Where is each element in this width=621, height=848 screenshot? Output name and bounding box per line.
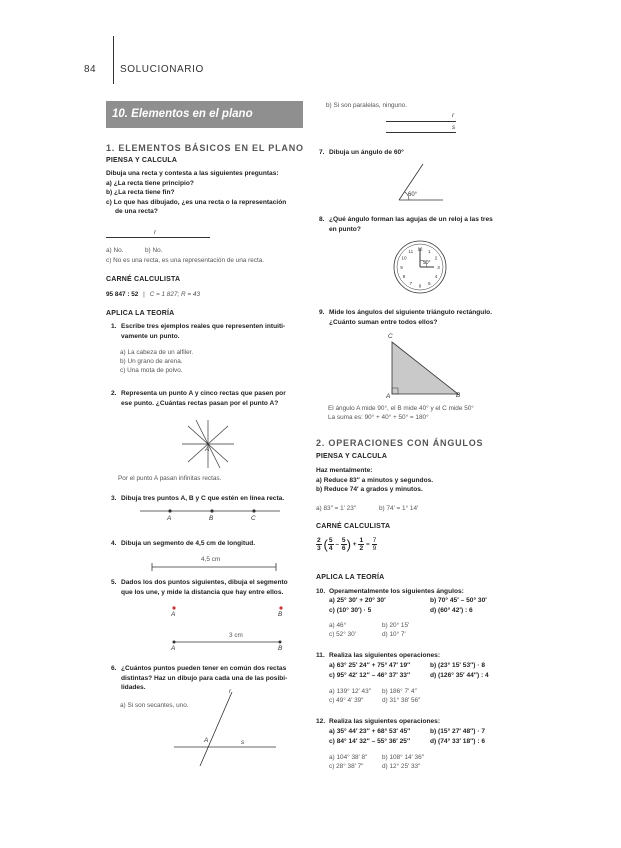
q5-point-a: [172, 606, 175, 609]
parallel-label-s: s: [452, 124, 456, 131]
point-c: [252, 509, 255, 512]
angle-60-figure: [395, 162, 445, 202]
carne-line: 95 847 : 52 | C = 1 827; R = 43: [106, 291, 201, 298]
q6-answer: a) Si son secantes, uno.: [120, 702, 189, 709]
clock-number: 7: [409, 280, 413, 286]
parallel-line-r: [386, 121, 456, 122]
part1-heading: 1. ELEMENTOS BÁSICOS EN EL PLANO: [106, 143, 304, 153]
header-title: SOLUCIONARIO: [120, 64, 204, 75]
q11-items-left: a) 63° 25′ 24″ + 75° 47′ 19″ c) 95° 42′ 12″ – 46° 37′ 33″: [329, 662, 411, 679]
q3-label-b: B: [209, 515, 214, 522]
carne-heading-2: CARNÉ CALCULISTA: [316, 523, 391, 530]
q9-answer: El ángulo A mide 90°, el B mide 40° y el C mide 50° La suma es: 90° + 40° + 50° = 180°: [328, 405, 474, 422]
clock-number: 12: [417, 246, 423, 252]
mental-answer-b: b) 74′ = 1° 14′: [379, 505, 419, 512]
clock-number: 9: [400, 264, 403, 270]
q11-items-right: b) (23° 15′ 53″) · 8 d) (126° 35′ 44″) : 4: [430, 662, 489, 679]
mental-prompt: Haz mentalmente: a) Reduce 83″ a minutos y segundos. b) Reduce 74′ a grados y minutos.: [316, 467, 434, 494]
answer-ab-b: b) No.: [145, 247, 163, 254]
piensa-heading: PIENSA Y CALCULA: [106, 157, 178, 164]
point-b: [210, 509, 213, 512]
section-banner: [106, 101, 303, 128]
aplica-heading-2: APLICA LA TEORÍA: [316, 574, 385, 581]
part2-heading: 2. OPERACIONES CON ÁNGULOS: [316, 438, 484, 448]
parallel-answer: b) Si son paralelas, ninguno.: [326, 102, 408, 109]
q10-answers-left: a) 46° c) 52° 30′: [329, 622, 356, 639]
page-number: 84: [84, 64, 97, 75]
answer-ab-a: a) No.: [106, 247, 124, 254]
q10-items: a) 25° 30′ + 20° 30′ c) (10° 30′) · 5: [329, 597, 386, 614]
secant-lines-figure: [172, 690, 282, 770]
part1-prompt: Dibuja una recta y contesta a las siguientes preguntas: a) ¿La recta tiene principio? b) ¿La recta tiene fin? c) Lo que has dibujado, ¿es una recta o la representación de una recta?: [106, 170, 287, 216]
q5-point-b: [279, 606, 282, 609]
q5-points-figure: [168, 605, 288, 611]
q6-label-s: s: [241, 739, 245, 746]
line-label-r: r: [154, 229, 157, 236]
q3-label-a: A: [167, 515, 172, 522]
q5-label-b: B: [278, 611, 283, 618]
q12-answers-right: b) 108° 14′ 36″ d) 12° 25′ 33″: [382, 754, 424, 771]
triangle-label-c: C: [388, 333, 393, 340]
answer-c: c) No es una recta, es una representación de una recta.: [106, 257, 265, 264]
clock-angle-label: 90°: [423, 260, 431, 266]
q2-answer: Por el punto A pasan infinitas rectas.: [118, 475, 222, 482]
right-triangle-figure: [390, 340, 462, 398]
piensa-heading-2: PIENSA Y CALCULA: [316, 453, 388, 460]
parallel-label-r: r: [452, 112, 455, 119]
aplica-heading: APLICA LA TEORÍA: [106, 310, 175, 317]
q1-answers: a) La cabeza de un alfiler. b) Un grano de arena. c) Una mota de polvo.: [120, 349, 194, 375]
clock-number: 1: [427, 248, 431, 254]
q4-segment-figure: [152, 563, 276, 571]
clock-number: 8: [402, 274, 406, 280]
q12-items-left: a) 35° 44′ 23″ + 68° 53′ 45″ c) 84° 14′ 32″ – 55° 36′ 25″: [329, 728, 411, 745]
fraction-expression: $\frac{2}{3}$ ( $\frac{5}{4}$ – $\frac{5}{6}$ ) + $\frac{1}{2}$ = $\frac{7}{9}$: [317, 537, 377, 552]
q6-label-a: A: [204, 737, 209, 744]
point-a: [168, 509, 171, 512]
clock-number: 4: [434, 274, 438, 280]
q10-answers-right: b) 20° 15′ d) 10° 7′: [382, 622, 410, 639]
q12-answers-left: a) 104° 38′ 8″ c) 28° 38′ 7″: [329, 754, 368, 771]
clock-number: 11: [408, 248, 414, 254]
q10-items-right: b) 70° 45′ – 50° 30′ d) (60° 42′) : 6: [430, 597, 487, 614]
mental-answer-a: a) 83″ = 1′ 23″: [316, 505, 357, 512]
q3-label-c: C: [251, 515, 256, 522]
clock-number: 2: [434, 255, 438, 261]
q6-label-r: r: [229, 688, 232, 695]
q5-label-a: A: [171, 611, 176, 618]
drawn-line: [106, 237, 210, 238]
q12-items-right: b) (15° 27′ 48″) · 7 d) (74° 33′ 18″) : 6: [430, 728, 486, 745]
q3-line-figure: [140, 508, 280, 514]
carne-heading: CARNÉ CALCULISTA: [106, 276, 181, 283]
triangle-label-b: B: [456, 392, 461, 399]
q5-label-a2: A: [171, 645, 176, 652]
q11-answers-right: b) 186° 7′ 4″ d) 31° 38′ 56″: [382, 688, 421, 705]
q5-length-label: 3 cm: [229, 632, 243, 639]
section-title: 10. Elementos en el plano: [112, 108, 253, 120]
q5-label-b2: B: [278, 645, 283, 652]
q2-point-label: A: [205, 446, 210, 453]
header-divider: [113, 36, 114, 84]
q11-answers-left: a) 139° 12′ 43″ c) 49° 4′ 39″: [329, 688, 371, 705]
star-of-lines-figure: [180, 420, 240, 470]
clock-number: 6: [418, 283, 422, 289]
q5-segment-figure: [172, 640, 282, 644]
parallel-line-s: [386, 132, 456, 133]
clock-figure: [393, 240, 447, 294]
triangle-label-a: A: [386, 393, 391, 400]
clock-number: 3: [437, 264, 440, 270]
angle-60-label: 60°: [408, 192, 418, 198]
clock-number: 10: [401, 255, 407, 261]
q4-length-label: 4,5 cm: [201, 556, 221, 563]
clock-number: 5: [427, 280, 431, 286]
